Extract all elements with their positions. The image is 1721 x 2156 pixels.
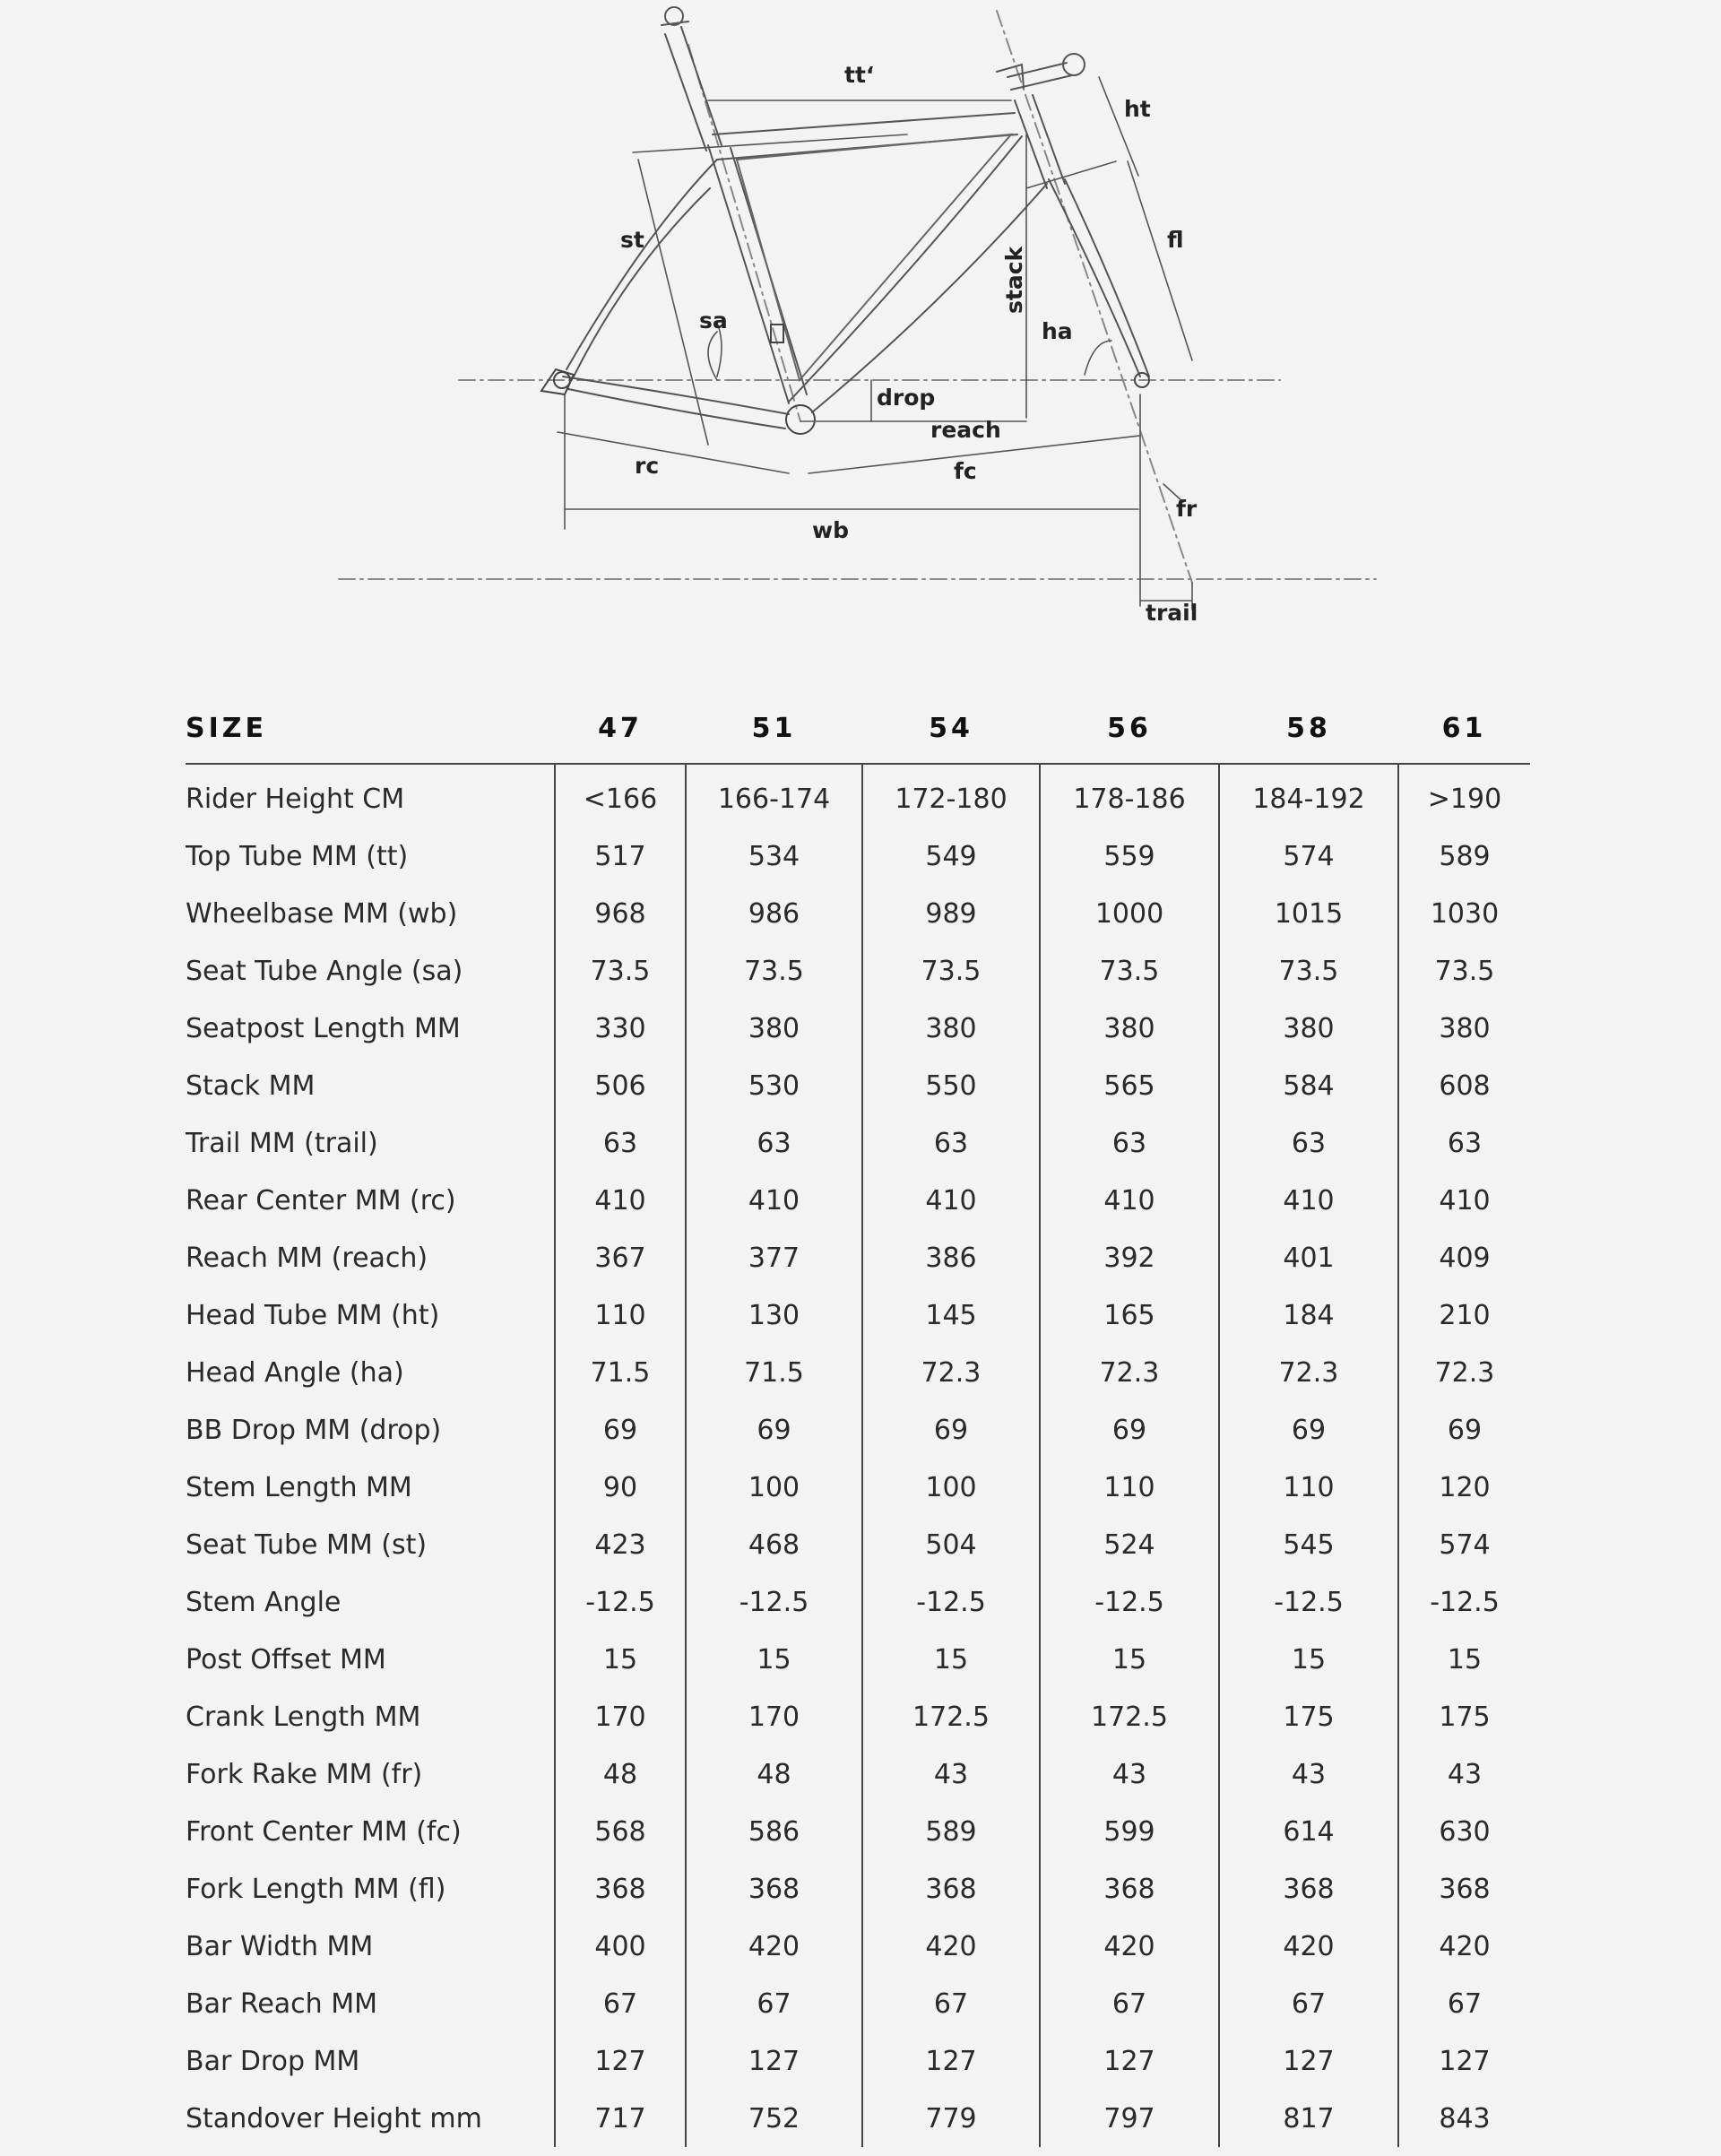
table-cell: <166 bbox=[555, 764, 686, 827]
frame-geometry-diagram bbox=[0, 0, 1721, 645]
table-row bbox=[186, 2090, 1530, 2147]
ht-dimension bbox=[1099, 77, 1138, 176]
table-cell: 67 bbox=[1040, 1975, 1219, 2032]
row-label: Bar Drop MM bbox=[186, 2045, 360, 2077]
table-row bbox=[186, 1516, 1530, 1573]
row-label: Reach MM (reach) bbox=[186, 1242, 428, 1274]
table-cell: 73.5 bbox=[862, 942, 1040, 1000]
table-cell: 110 bbox=[555, 1286, 686, 1344]
table-cell: 589 bbox=[1398, 827, 1530, 885]
table-cell: 1015 bbox=[1219, 885, 1398, 942]
table-cell: 377 bbox=[686, 1229, 862, 1286]
table-cell: 367 bbox=[555, 1229, 686, 1286]
fc-label: fc bbox=[954, 458, 977, 484]
table-cell: 63 bbox=[862, 1114, 1040, 1172]
table-row bbox=[186, 1975, 1530, 2032]
table-cell: -12.5 bbox=[1398, 1573, 1530, 1631]
table-cell: 172.5 bbox=[1040, 1688, 1219, 1745]
table-cell: 1000 bbox=[1040, 885, 1219, 942]
table-cell: 15 bbox=[862, 1631, 1040, 1688]
table-cell: 120 bbox=[1398, 1459, 1530, 1516]
row-label: Top Tube MM (tt) bbox=[186, 840, 409, 872]
reach-label: reach bbox=[930, 417, 1001, 443]
table-cell: 586 bbox=[686, 1803, 862, 1860]
table-cell: 48 bbox=[555, 1745, 686, 1803]
table-cell: 550 bbox=[862, 1057, 1040, 1114]
trail-label: trail bbox=[1146, 600, 1198, 626]
table-cell: 717 bbox=[555, 2090, 686, 2147]
st-dimension bbox=[638, 160, 708, 445]
table-cell: 410 bbox=[686, 1172, 862, 1229]
table-cell: 73.5 bbox=[1040, 942, 1219, 1000]
seat-tube-axis-line bbox=[688, 45, 800, 421]
table-row bbox=[186, 1344, 1530, 1401]
table-cell: 368 bbox=[1398, 1860, 1530, 1918]
table-cell: 172.5 bbox=[862, 1688, 1040, 1745]
handlebar bbox=[1063, 54, 1085, 75]
seat-tube-clamp bbox=[771, 325, 783, 342]
table-cell: 380 bbox=[862, 1000, 1040, 1057]
table-cell: 504 bbox=[862, 1516, 1040, 1573]
row-label: Front Center MM (fc) bbox=[186, 1815, 462, 1848]
table-cell: 69 bbox=[1219, 1401, 1398, 1459]
table-cell: 73.5 bbox=[555, 942, 686, 1000]
row-label: Stack MM bbox=[186, 1069, 316, 1102]
table-cell: 67 bbox=[1219, 1975, 1398, 2032]
table-cell: 127 bbox=[1040, 2032, 1219, 2090]
table-cell: 63 bbox=[1040, 1114, 1219, 1172]
table-cell: 423 bbox=[555, 1516, 686, 1573]
table-cell: 752 bbox=[686, 2090, 862, 2147]
table-cell: 170 bbox=[555, 1688, 686, 1745]
table-cell: 989 bbox=[862, 885, 1040, 942]
table-cell: 524 bbox=[1040, 1516, 1219, 1573]
table-cell: 549 bbox=[862, 827, 1040, 885]
table-cell: 100 bbox=[686, 1459, 862, 1516]
drop-label: drop bbox=[877, 385, 936, 411]
row-label: Rider Height CM bbox=[186, 783, 405, 815]
top-tube bbox=[713, 113, 1017, 160]
stem bbox=[997, 63, 1072, 90]
table-cell: 614 bbox=[1219, 1803, 1398, 1860]
size-header: 56 bbox=[1040, 694, 1219, 764]
table-cell: 368 bbox=[1040, 1860, 1219, 1918]
table-cell: -12.5 bbox=[1219, 1573, 1398, 1631]
table-row bbox=[186, 1114, 1530, 1172]
size-header: 51 bbox=[686, 694, 862, 764]
table-cell: -12.5 bbox=[686, 1573, 862, 1631]
table-cell: 420 bbox=[1219, 1918, 1398, 1975]
ha-label: ha bbox=[1042, 318, 1073, 344]
table-cell: 559 bbox=[1040, 827, 1219, 885]
table-cell: 15 bbox=[686, 1631, 862, 1688]
table-cell: 380 bbox=[686, 1000, 862, 1057]
table-cell: 130 bbox=[686, 1286, 862, 1344]
table-cell: 170 bbox=[686, 1688, 862, 1745]
st-extension bbox=[633, 134, 907, 152]
row-label: Post Offset MM bbox=[186, 1643, 386, 1675]
table-row bbox=[186, 2032, 1530, 2090]
tt-label: tt‘ bbox=[844, 62, 875, 88]
table-cell: 968 bbox=[555, 885, 686, 942]
fl-dimension bbox=[1128, 161, 1192, 360]
table-row bbox=[186, 1918, 1530, 1975]
table-cell: 175 bbox=[1398, 1688, 1530, 1745]
table-cell: 69 bbox=[862, 1401, 1040, 1459]
table-cell: 72.3 bbox=[1219, 1344, 1398, 1401]
table-cell: 401 bbox=[1219, 1229, 1398, 1286]
row-label: Head Tube MM (ht) bbox=[186, 1299, 440, 1331]
table-cell: 127 bbox=[686, 2032, 862, 2090]
table-cell: 72.3 bbox=[862, 1344, 1040, 1401]
table-row bbox=[186, 1860, 1530, 1918]
table-cell: 166-174 bbox=[686, 764, 862, 827]
table-cell: 410 bbox=[862, 1172, 1040, 1229]
table-cell: 69 bbox=[1040, 1401, 1219, 1459]
table-cell: 43 bbox=[1040, 1745, 1219, 1803]
table-cell: 534 bbox=[686, 827, 862, 885]
row-label: Stem Length MM bbox=[186, 1471, 412, 1503]
table-cell: 380 bbox=[1398, 1000, 1530, 1057]
table-cell: 48 bbox=[686, 1745, 862, 1803]
table-cell: -12.5 bbox=[555, 1573, 686, 1631]
table-cell: 574 bbox=[1219, 827, 1398, 885]
table-row bbox=[186, 885, 1530, 942]
table-cell: 420 bbox=[686, 1918, 862, 1975]
table-cell: 110 bbox=[1040, 1459, 1219, 1516]
size-header: 61 bbox=[1398, 694, 1530, 764]
table-cell: 63 bbox=[1398, 1114, 1530, 1172]
table-cell: 517 bbox=[555, 827, 686, 885]
table-cell: 599 bbox=[1040, 1803, 1219, 1860]
table-row bbox=[186, 1286, 1530, 1344]
table-cell: 178-186 bbox=[1040, 764, 1219, 827]
table-cell: 380 bbox=[1219, 1000, 1398, 1057]
table-cell: 368 bbox=[686, 1860, 862, 1918]
fork-blade bbox=[1049, 179, 1149, 377]
table-cell: 568 bbox=[555, 1803, 686, 1860]
row-label: Wheelbase MM (wb) bbox=[186, 897, 458, 930]
table-cell: 608 bbox=[1398, 1057, 1530, 1114]
table-cell: 67 bbox=[1398, 1975, 1530, 2032]
table-cell: 392 bbox=[1040, 1229, 1219, 1286]
table-cell: 72.3 bbox=[1040, 1344, 1219, 1401]
table-cell: 410 bbox=[1040, 1172, 1219, 1229]
table-cell: -12.5 bbox=[862, 1573, 1040, 1631]
row-label: Head Angle (ha) bbox=[186, 1356, 404, 1389]
table-cell: 420 bbox=[1040, 1918, 1219, 1975]
table-cell: 779 bbox=[862, 2090, 1040, 2147]
table-cell: 589 bbox=[862, 1803, 1040, 1860]
table-cell: 43 bbox=[1219, 1745, 1398, 1803]
table-cell: 73.5 bbox=[1398, 942, 1530, 1000]
seat-stay bbox=[566, 160, 717, 377]
table-cell: 410 bbox=[1398, 1172, 1530, 1229]
table-cell: 69 bbox=[686, 1401, 862, 1459]
chain-stay bbox=[563, 377, 789, 429]
table-cell: 69 bbox=[555, 1401, 686, 1459]
table-cell: 100 bbox=[862, 1459, 1040, 1516]
row-label: Fork Rake MM (fr) bbox=[186, 1758, 423, 1790]
seatpost bbox=[665, 27, 722, 151]
row-label: Fork Length MM (fl) bbox=[186, 1873, 446, 1905]
row-label: Trail MM (trail) bbox=[186, 1127, 378, 1159]
table-cell: 73.5 bbox=[1219, 942, 1398, 1000]
table-cell: 400 bbox=[555, 1918, 686, 1975]
size-header: 58 bbox=[1219, 694, 1398, 764]
table-cell: 172-180 bbox=[862, 764, 1040, 827]
table-cell: 409 bbox=[1398, 1229, 1530, 1286]
head-tube bbox=[1015, 95, 1065, 188]
table-row bbox=[186, 1688, 1530, 1745]
table-cell: 15 bbox=[1398, 1631, 1530, 1688]
table-cell: 145 bbox=[862, 1286, 1040, 1344]
row-label: BB Drop MM (drop) bbox=[186, 1414, 442, 1446]
wb-label: wb bbox=[812, 517, 849, 543]
table-cell: 584 bbox=[1219, 1057, 1398, 1114]
table-row bbox=[186, 1172, 1530, 1229]
table-cell: 63 bbox=[555, 1114, 686, 1172]
table-cell: 817 bbox=[1219, 2090, 1398, 2147]
row-label: Standover Height mm bbox=[186, 2102, 482, 2134]
table-cell: 410 bbox=[555, 1172, 686, 1229]
table-row bbox=[186, 1057, 1530, 1114]
table-cell: 368 bbox=[1219, 1860, 1398, 1918]
table-cell: 127 bbox=[862, 2032, 1040, 2090]
row-label: Bar Reach MM bbox=[186, 1987, 377, 2020]
table-cell: 368 bbox=[555, 1860, 686, 1918]
table-cell: 530 bbox=[686, 1057, 862, 1114]
table-cell: -12.5 bbox=[1040, 1573, 1219, 1631]
table-row bbox=[186, 827, 1530, 885]
table-cell: 420 bbox=[862, 1918, 1040, 1975]
table-cell: 71.5 bbox=[555, 1344, 686, 1401]
table-cell: 67 bbox=[862, 1975, 1040, 2032]
rc-label: rc bbox=[635, 453, 660, 479]
table-cell: 184-192 bbox=[1219, 764, 1398, 827]
table-cell: 63 bbox=[686, 1114, 862, 1172]
table-cell: 71.5 bbox=[686, 1344, 862, 1401]
table-cell: 43 bbox=[1398, 1745, 1530, 1803]
table-cell: 797 bbox=[1040, 2090, 1219, 2147]
row-label: Rear Center MM (rc) bbox=[186, 1184, 456, 1217]
table-cell: 127 bbox=[1398, 2032, 1530, 2090]
table-cell: 506 bbox=[555, 1057, 686, 1114]
row-label: Seatpost Length MM bbox=[186, 1012, 461, 1044]
sa-label: sa bbox=[699, 307, 728, 333]
table-cell: 67 bbox=[686, 1975, 862, 2032]
st-label: st bbox=[620, 227, 644, 253]
table-cell: 410 bbox=[1219, 1172, 1398, 1229]
table-cell: 15 bbox=[1040, 1631, 1219, 1688]
table-cell: 330 bbox=[555, 1000, 686, 1057]
table-row bbox=[186, 1000, 1530, 1057]
size-header-row bbox=[186, 694, 1530, 764]
fl-extension bbox=[1026, 161, 1116, 188]
table-cell: 630 bbox=[1398, 1803, 1530, 1860]
table-cell: 380 bbox=[1040, 1000, 1219, 1057]
size-header-label: SIZE bbox=[186, 694, 555, 764]
row-label: Stem Angle bbox=[186, 1586, 342, 1618]
table-cell: 90 bbox=[555, 1459, 686, 1516]
geometry-table bbox=[186, 694, 1530, 2147]
table-row bbox=[186, 764, 1530, 827]
table-cell: 165 bbox=[1040, 1286, 1219, 1344]
row-label: Crank Length MM bbox=[186, 1701, 421, 1733]
fl-label: fl bbox=[1167, 227, 1184, 253]
table-cell: 67 bbox=[555, 1975, 686, 2032]
stack-label: stack bbox=[1001, 246, 1027, 314]
table-cell: 110 bbox=[1219, 1459, 1398, 1516]
table-cell: 184 bbox=[1219, 1286, 1398, 1344]
fr-label: fr bbox=[1176, 496, 1198, 522]
table-row bbox=[186, 1803, 1530, 1860]
table-cell: 72.3 bbox=[1398, 1344, 1530, 1401]
table-cell: 368 bbox=[862, 1860, 1040, 1918]
table-cell: 843 bbox=[1398, 2090, 1530, 2147]
table-cell: 69 bbox=[1398, 1401, 1530, 1459]
row-label: Seat Tube MM (st) bbox=[186, 1528, 428, 1561]
table-cell: 15 bbox=[1219, 1631, 1398, 1688]
table-cell: 73.5 bbox=[686, 942, 862, 1000]
table-cell: 420 bbox=[1398, 1918, 1530, 1975]
table-row bbox=[186, 1401, 1530, 1459]
table-row bbox=[186, 942, 1530, 1000]
table-cell: >190 bbox=[1398, 764, 1530, 827]
row-label: Bar Width MM bbox=[186, 1930, 374, 1962]
table-row bbox=[186, 1631, 1530, 1688]
table-cell: 43 bbox=[862, 1745, 1040, 1803]
row-label: Seat Tube Angle (sa) bbox=[186, 955, 463, 987]
table-cell: 210 bbox=[1398, 1286, 1530, 1344]
ha-arc bbox=[1085, 341, 1111, 375]
ht-label: ht bbox=[1124, 96, 1151, 122]
table-cell: 15 bbox=[555, 1631, 686, 1688]
table-row bbox=[186, 1573, 1530, 1631]
table-cell: 545 bbox=[1219, 1516, 1398, 1573]
rc-dimension bbox=[558, 432, 789, 473]
size-header: 54 bbox=[862, 694, 1040, 764]
geometry-table-body bbox=[186, 764, 1530, 2147]
table-cell: 175 bbox=[1219, 1688, 1398, 1745]
saddle-clamp bbox=[662, 7, 688, 25]
table-cell: 468 bbox=[686, 1516, 862, 1573]
table-cell: 63 bbox=[1219, 1114, 1398, 1172]
table-cell: 565 bbox=[1040, 1057, 1219, 1114]
size-header: 47 bbox=[555, 694, 686, 764]
table-row bbox=[186, 1229, 1530, 1286]
table-cell: 986 bbox=[686, 885, 862, 942]
table-cell: 386 bbox=[862, 1229, 1040, 1286]
table-cell: 574 bbox=[1398, 1516, 1530, 1573]
table-cell: 127 bbox=[555, 2032, 686, 2090]
table-cell: 127 bbox=[1219, 2032, 1398, 2090]
table-row bbox=[186, 1745, 1530, 1803]
table-row bbox=[186, 1459, 1530, 1516]
table-cell: 1030 bbox=[1398, 885, 1530, 942]
